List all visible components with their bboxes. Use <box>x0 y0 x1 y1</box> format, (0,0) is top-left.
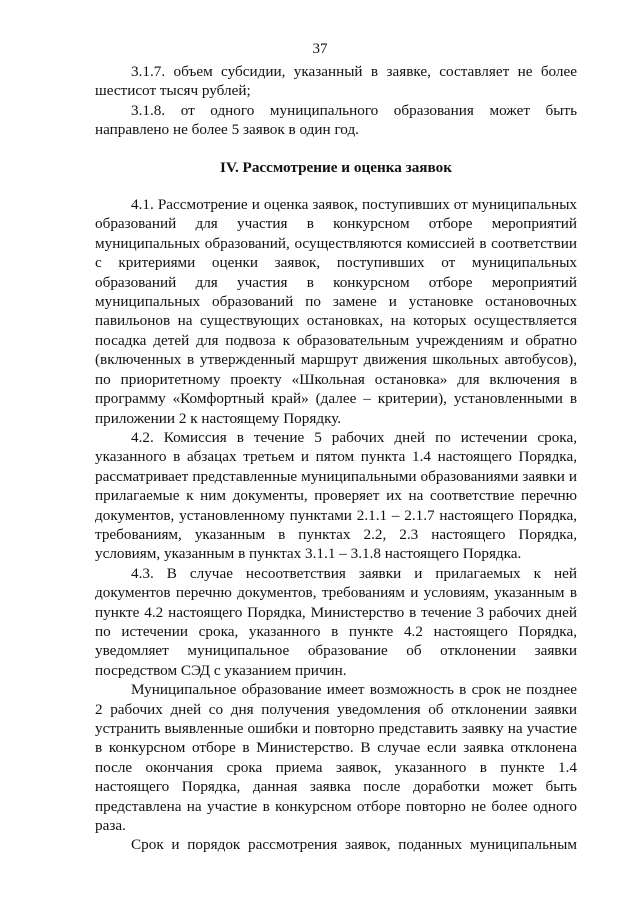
clause-3-1-7: 3.1.7. объем субсидии, указанный в заявке, составляет не более шестисот тысяч рублей; <box>95 63 577 100</box>
paragraph-resubmission: Муниципальное образование имеет возможность в срок не позднее 2 рабочих дней со дня получения уведомления об отклонении заявки устранить выявленные ошибки и повторно представить заявку на участие в конкурсном отборе в Министерство. В случае если заявка отклонена после окончания срока приема заявок, указанного в пункте 1.4 настоящего Порядка, данная заявка после доработки может быть представлена на участие в конкурсном отборе повторно не более одного раза. <box>95 681 577 835</box>
section-heading: IV. Рассмотрение и оценка заявок <box>220 158 452 176</box>
clause-3-1-8: 3.1.8. от одного муниципального образования может быть направлено не более 5 заявок в один год. <box>95 101 577 139</box>
document-body <box>95 62 577 855</box>
clause-4-2: 4.2. Комиссия в течение 5 рабочих дней по истечении срока, указанного в абзацах третьем и пятом пункта 1.4 настоящего Порядка, рассматривает представленные муниципальными образованиями заявки и прилагаемые к ним документы, проверяет их на соответствие перечню документов, установленному пунктами 2.1.1 – 2.1.7 настоящего Порядка, требованиям, указанным в пунктах 2.2, 2.3 настоящего Порядка, условиям, указанным в пунктах 3.1.1 – 3.1.8 настоящего Порядка. <box>95 428 577 563</box>
paragraph-review-terms: Срок и порядок рассмотрения заявок, поданных муниципальным <box>131 836 577 854</box>
clause-4-1: 4.1. Рассмотрение и оценка заявок, поступивших от муниципальных образований для участия в конкурсном отборе мероприятий муниципальных образований, осуществляются комиссией в соответствии с критериями оценки заявок, поступивших от муниципальных образований для участия в конкурсном отборе мероприятий муниципальных образований по замене и установке остановочных павильонов на существующих остановках, на которых осуществляется посадка детей для подвоза к образовательным учреждениям и обратно (включенных в утвержденный маршрут движения школьных автобусов), по приоритетному проекту «Школьная остановка» для включения в программу «Комфортный край» (далее – критерии), установленными в приложении 2 к настоящему Порядку. <box>95 196 577 427</box>
page-number: 37 <box>312 41 328 57</box>
clause-4-3: 4.3. В случае несоответствия заявки и прилагаемых к ней документов перечню документов, требованиям и условиям, указанным в пункте 4.2 настоящего Порядка, Министерство в течение 3 рабочих дней по истечении срока, указанного в пункте 4.2 настоящего Порядка, уведомляет муниципальное образование об отклонении заявки посредством СЭД с указанием причин. <box>95 564 577 679</box>
